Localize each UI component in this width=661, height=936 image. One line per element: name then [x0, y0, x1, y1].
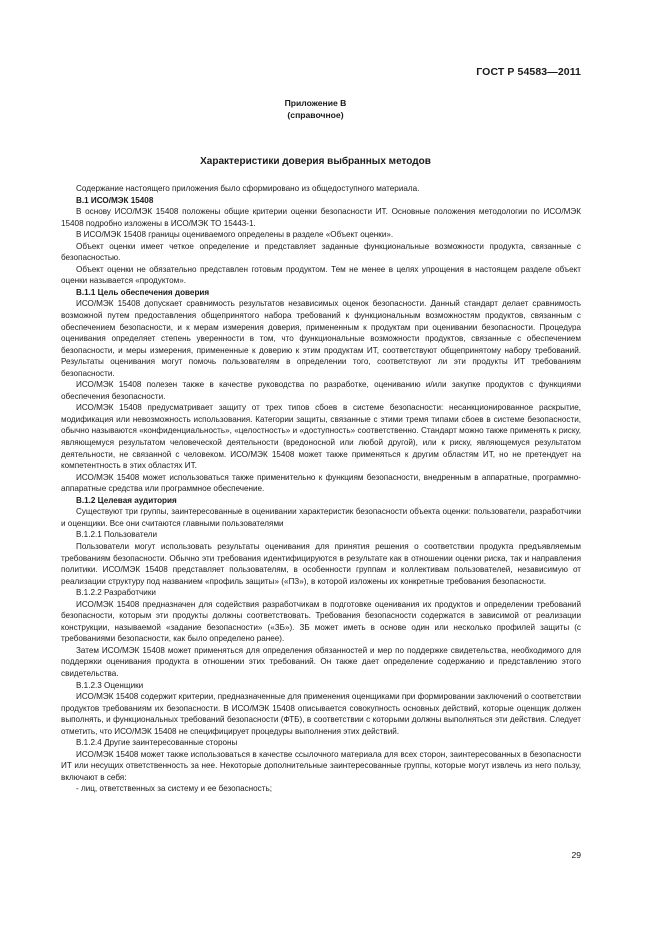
section-heading: В.1.1 Цель обеспечения доверия [76, 287, 210, 297]
subsection-heading: В.1.2.3 Оценщики [76, 680, 144, 690]
paragraph: Существуют три группы, заинтересованные в оценивании характеристик безопасности объекта оценки: пользователи, разработчики и оценщики. Все они считаются главными пользователями [61, 507, 581, 528]
paragraph: В основу ИСО/МЭК 15408 положены общие критерии оценки безопасности ИТ. Основные положения методологии по ИСО/МЭК 15408 подробно изложены в ИСО/МЭК ТО 15443-1. [61, 207, 581, 228]
standard-number: ГОСТ Р 54583—2011 [476, 66, 581, 78]
document-body [61, 183, 581, 795]
paragraph: Объект оценки имеет четкое определение и представляет заданные функциональные возможности продукта, связанные с безопасностью. [61, 241, 581, 263]
paragraph: Затем ИСО/МЭК 15408 может применяться для определения обязанностей и мер по поддержке свидетельства, необходимого для поддержки оценивания продукта в отношении этих требований. Он также дает определение содержанию и представлению этого свидетельства. [61, 645, 581, 678]
subsection-heading: В.1.2.1 Пользователи [76, 530, 158, 540]
paragraph: ИСО/МЭК 15408 допускает сравнимость результатов независимых оценок безопасности. Данный стандарт делает сравнимость возможной путем предоставления общепринятого набора требований к функциональным возможностям продуктов, связанным с обеспечением безопасности, и к мерам измерения доверия, примененным к продуктам при оценивании безопасности. Процедура оценивания определяет степень уверенности в том, что функциональные возможности продуктов, связанные с обеспечением безопасности, и меры измерения, примененные к доверию к этим продуктам ИТ, соответствуют общепринятому набору требований. Результаты оценивания могут помочь пользователям в определении того, соответствуют ли эти продукты ИТ требованиям безопасности. [61, 299, 581, 378]
subsection-heading: В.1.2.2 Разработчики [76, 588, 156, 598]
paragraph: ИСО/МЭК 15408 содержит критерии, предназначенные для применения оценщиками при формировании заключений о соответствии продуктов требованиям их безопасности. В ИСО/МЭК 15408 описывается совокупность основных действий, которые оценщик должен выполнять, и функциональных требований безопасности (ФТБ), в соответствии с которыми должны выполняться эти действия. Следует отметить, что ИСО/МЭК 15408 не специфицирует процедуры выполнения этих действий. [61, 692, 581, 736]
paragraph: Пользователи могут использовать результаты оценивания для принятия решения о соответствии продукта предъявляемым требованиям безопасности. Обычно эти требования идентифицируются в результате как в отношении оценки риска, так и направления политики. ИСО/МЭК 15408 представляет пользователям, в особенности группам и коллективам пользователей, независимую от реализации структуру под названием «профиль защиты» («ПЗ»), в которой изложены их конкретные требования безопасности. [61, 541, 581, 586]
page-number: 29 [571, 850, 581, 860]
paragraph: ИСО/МЭК 15408 предусматривает защиту от трех типов сбоев в системе безопасности: несанкционированное раскрытие, модификация или невозможность использования. Категории защиты, связанные с этими тремя типами сбоев в системе безопасности, обычно называются «конфиденциальность», «целостность» и «доступность» соответственно. Стандарт можно также применять к риску, являющемуся результатом человеческой деятельности (вредоносной или любой другой), или к риску, являющемуся результатом деятельности, не связанной с человеком. ИСО/МЭК 15408 может также применяться к другим областям ИТ, но не претендует на компетентность в этих областях ИТ. [61, 403, 581, 471]
subsection-heading: В.1.2.4 Другие заинтересованные стороны [76, 738, 238, 748]
paragraph: - лиц, ответственных за систему и ее безопасность; [76, 784, 272, 794]
paragraph: ИСО/МЭК 15408 предназначен для содействия разработчикам в подготовке оценивания их продуктов и определении требований безопасности, которым эти продукты должны соответствовать. Требования безопасности содержатся в зависимой от реализации конструкции, называемой «задание безопасности» («ЗБ»). ЗБ может иметь в основе один или несколько профилей защиты (с требованиями безопасности, как было определено ранее). [61, 599, 581, 644]
paragraph: Содержание настоящего приложения было сформировано из общедоступного материала. [76, 184, 420, 193]
paragraph: ИСО/МЭК 15408 может использоваться также применительно к функциям безопасности, внедренным в аппаратные, программно-аппаратные средства или программное обеспечение. [61, 472, 581, 494]
paragraph: ИСО/МЭК 15408 может также использоваться в качестве ссылочного материала для всех сторон, заинтересованных в безопасности ИТ или несущих ответственность за нее. Некоторые дополнительные заинтересованные группы, которые могут извлечь из него пользу, включают в себя: [61, 749, 581, 782]
appendix-subtitle: (справочное) [287, 110, 344, 120]
paragraph: В ИСО/МЭК 15408 границы оцениваемого определены в разделе «Объект оценки». [76, 230, 394, 240]
paragraph: Объект оценки не обязательно представлен готовым продуктом. Тем не менее в целях упрощения в настоящем разделе объект оценки называется «продуктом». [61, 264, 581, 286]
paragraph: ИСО/МЭК 15408 полезен также в качестве руководства по разработке, оцениванию и/или закупке продуктов с функциями обеспечения безопасности. [61, 380, 581, 401]
section-title: Характеристики доверия выбранных методов [200, 156, 431, 167]
section-heading: В.1.2 Целевая аудитория [76, 495, 177, 505]
section-heading: В.1 ИСО/МЭК 15408 [76, 195, 154, 205]
appendix-title: Приложение В [284, 98, 347, 108]
